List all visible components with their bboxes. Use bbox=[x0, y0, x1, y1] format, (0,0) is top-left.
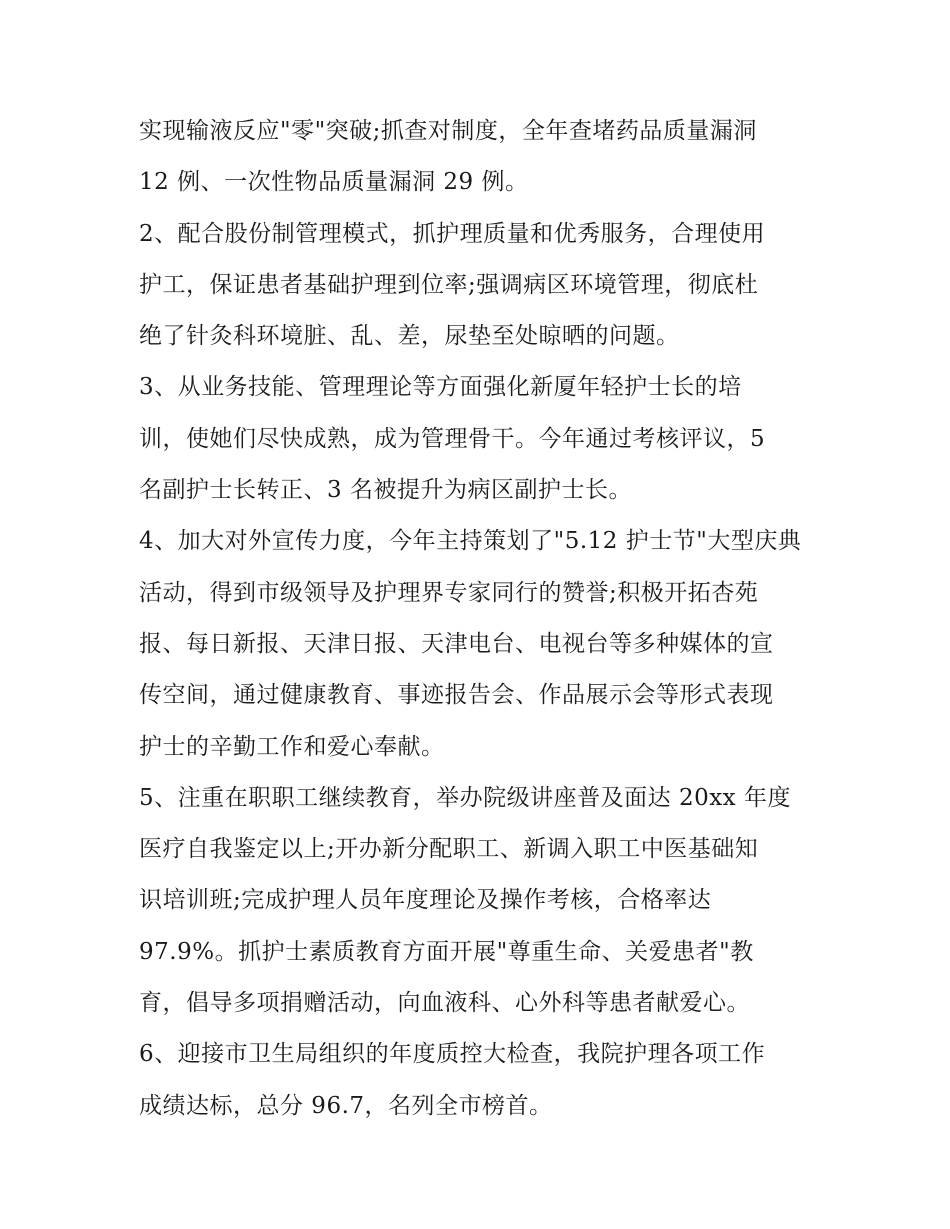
text-line: 育，倡导多项捐赠活动，向血液科、心外科等患者献爱心。 bbox=[139, 990, 750, 1017]
text-line: 绝了针灸科环境脏、乱、差，尿垫至处晾晒的问题。 bbox=[139, 323, 680, 350]
text-line: 4、加大对外宣传力度，今年主持策划了"5.12 护士节"大型庆典 bbox=[139, 528, 802, 555]
text-line: 护士的辛勤工作和爱心奉献。 bbox=[139, 733, 445, 760]
text-line: 训，使她们尽快成熟，成为管理骨干。今年通过考核评议，5 bbox=[139, 425, 766, 452]
text-line: 医疗自我鉴定以上;开办新分配职工、新调入职工中医基础知 bbox=[139, 836, 759, 863]
text-line: 实现输液反应"零"突破;抓查对制度，全年查堵药品质量漏洞 bbox=[139, 118, 757, 144]
text-line: 活动，得到市级领导及护理界专家同行的赞誉;积极开拓杏苑 bbox=[139, 579, 759, 606]
text-line: 传空间，通过健康教育、事迹报告会、作品展示会等形式表现 bbox=[139, 682, 774, 709]
text-line: 6、迎接市卫生局组织的年度质控大检查，我院护理各项工作 bbox=[139, 1041, 766, 1068]
text-line: 97.9%。抓护士素质教育方面开展"尊重生命、关爱患者"教 bbox=[139, 938, 754, 965]
text-line: 2、配合股份制管理模式，抓护理质量和优秀服务，合理使用 bbox=[139, 220, 766, 247]
text-line: 成绩达标，总分 96.7，名列全市榜首。 bbox=[139, 1092, 553, 1119]
text-line: 12 例、一次性物品质量漏洞 29 例。 bbox=[139, 169, 529, 196]
text-line: 识培训班;完成护理人员年度理论及操作考核，合格率达 bbox=[139, 887, 712, 914]
text-line: 报、每日新报、天津日报、天津电台、电视台等多种媒体的宣 bbox=[139, 630, 774, 657]
document-body bbox=[139, 106, 839, 1132]
text-line: 5、注重在职职工继续教育，举办院级讲座普及面达 20xx 年度 bbox=[139, 784, 791, 811]
text-line: 护工，保证患者基础护理到位率;强调病区环境管理，彻底杜 bbox=[139, 271, 759, 298]
text-line: 3、从业务技能、管理理论等方面强化新厦年轻护士长的培 bbox=[139, 374, 742, 401]
text-line: 名副护士长转正、3 名被提升为病区副护士长。 bbox=[139, 477, 632, 504]
